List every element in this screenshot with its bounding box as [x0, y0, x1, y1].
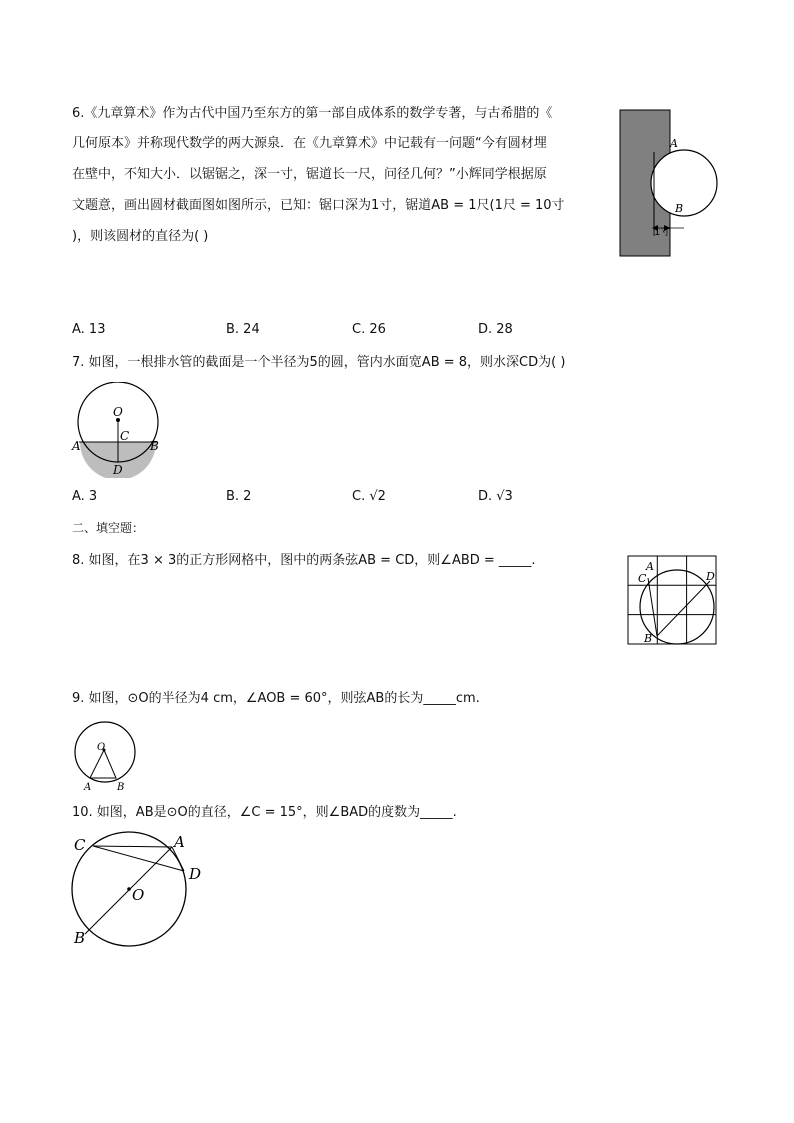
label-o: O [97, 742, 106, 753]
chord-ab [648, 578, 657, 636]
q7-stem: 7. 如图，一根排水管的截面是一个半径为5的圆，管内水面宽AB = 8，则水深CD为( ) [72, 355, 566, 370]
q7-option-d[interactable]: D. √3 [478, 489, 513, 504]
q6-line-4: 文题意，画出圆材截面图如图所示，已知：锯口深为1寸，锯道AB = 1尺(1尺 = 10寸 [72, 198, 565, 213]
label-c: C [74, 836, 86, 854]
label-a: A [670, 137, 678, 150]
label-depth: 1寸 [654, 227, 671, 238]
q7-figure [70, 382, 166, 478]
label-d: D [706, 570, 715, 583]
section-heading: 二、填空题： [72, 521, 145, 535]
label-b: B [74, 929, 86, 947]
q10-stem: 10. 如图，AB是⊙O的直径，∠C = 15°，则∠BAD的度数为_____. [72, 805, 457, 820]
label-c: C [638, 572, 647, 585]
q6-option-a[interactable]: A. 13 [72, 322, 106, 337]
q6-line-2: 几何原本》并称现代数学的两大源泉．在《九章算术》中记载有一问题“今有圆材埋 [72, 136, 547, 151]
label-d: D [189, 865, 202, 883]
q6-line-5: )，则该圆材的直径为( ) [72, 229, 209, 244]
q6-line-3: 在壁中，不知大小．以锯锯之，深一寸，锯道长一尺，问径几何？”小辉同学根据原 [72, 167, 547, 182]
label-a: A [646, 560, 654, 573]
q6-option-b[interactable]: B. 24 [226, 322, 260, 337]
log-circle [651, 150, 717, 216]
chord-ca [93, 846, 172, 847]
label-b: B [150, 439, 159, 453]
label-b: B [644, 632, 653, 645]
q6-option-c[interactable]: C. 26 [352, 322, 386, 337]
q6-option-d[interactable]: D. 28 [478, 322, 513, 337]
triangle-aob [90, 750, 116, 778]
q7-option-b[interactable]: B. 2 [226, 489, 252, 504]
q8-figure [622, 552, 722, 648]
q7-option-a[interactable]: A. 3 [72, 489, 98, 504]
label-c: C [120, 429, 130, 443]
label-a: A [174, 833, 185, 851]
q7-option-c[interactable]: C. √2 [352, 489, 386, 504]
label-d: D [113, 463, 123, 477]
q6-figure [614, 104, 724, 262]
q9-figure [70, 720, 140, 794]
chord-bd [657, 581, 710, 636]
q6-line-1: 6.《九章算术》作为古代中国乃至东方的第一部自成体系的数学专著，与古希腊的《 [72, 106, 553, 121]
label-a: A [84, 782, 92, 793]
q10-figure [62, 826, 212, 950]
label-b: B [675, 202, 684, 215]
q8-stem: 8. 如图，在3 × 3的正方形网格中，图中的两条弦AB = CD，则∠ABD = _____. [72, 553, 536, 568]
label-b: B [117, 782, 125, 793]
label-o: O [132, 886, 145, 904]
label-o: O [113, 405, 123, 419]
q9-stem: 9. 如图，⊙O的半径为4 cm，∠AOB = 60°，则弦AB的长为_____cm. [72, 691, 480, 706]
label-a: A [72, 439, 81, 453]
